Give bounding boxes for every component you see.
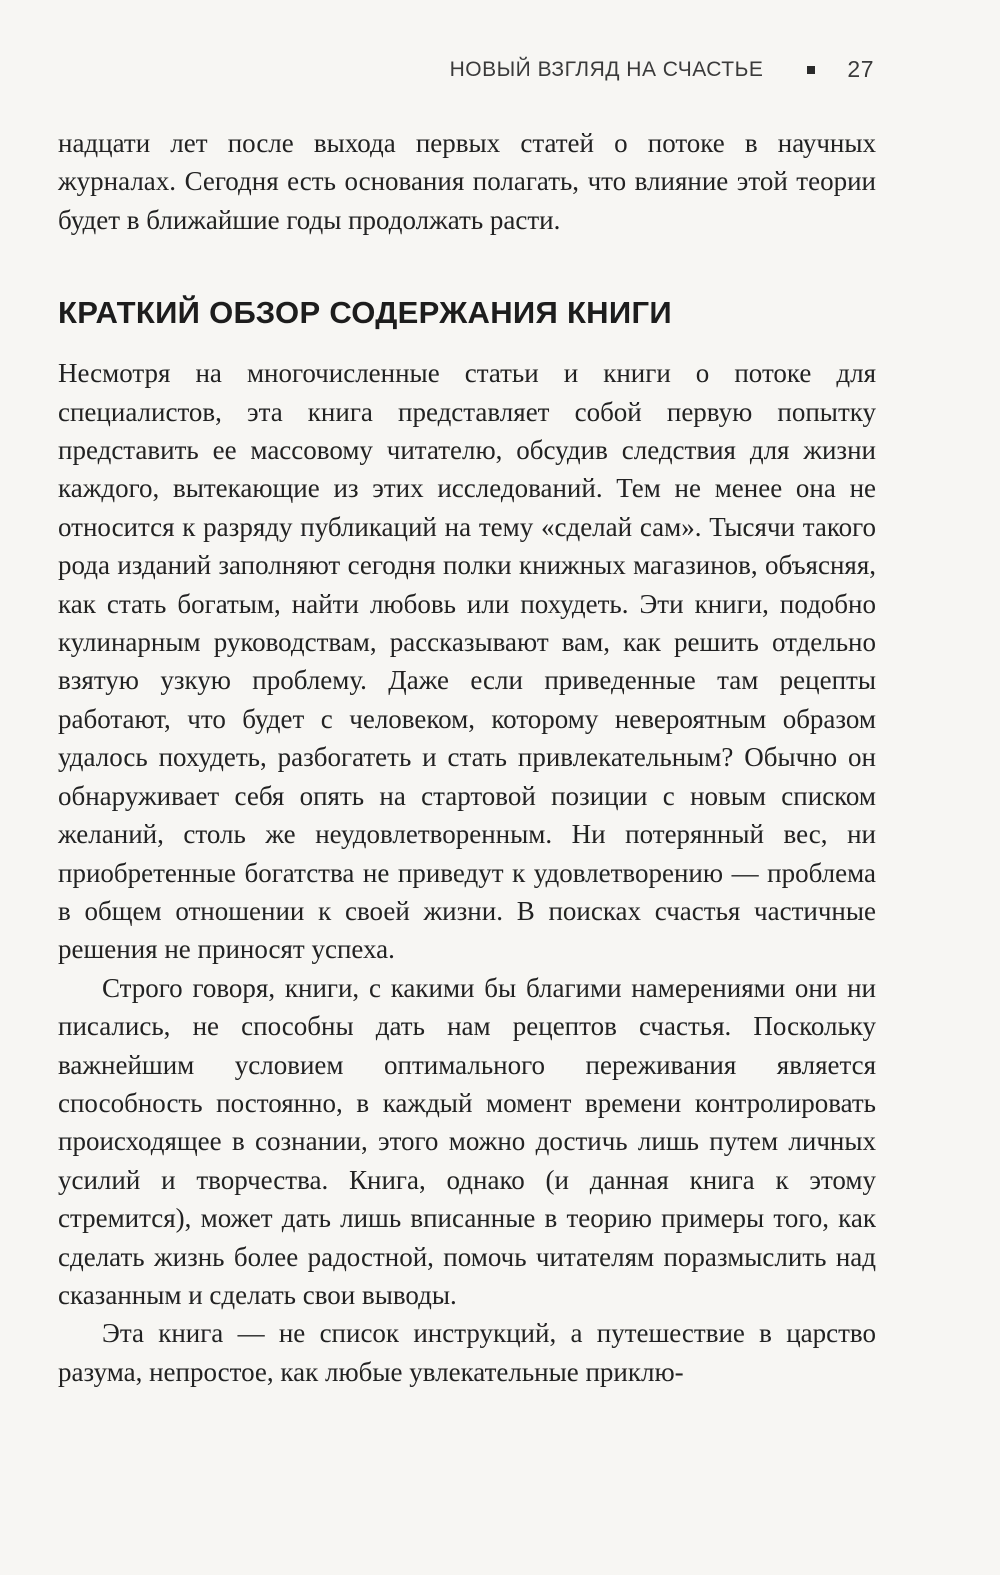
paragraph-3: Эта книга — не список инструкций, а путешествие в царство разума, непростое, как любые увлекательные приклю- — [58, 1318, 876, 1387]
section-heading: КРАТКИЙ ОБЗОР СОДЕРЖАНИЯ КНИГИ — [58, 295, 672, 331]
page-number: 27 — [847, 56, 874, 82]
running-title: НОВЫЙ ВЗГЛЯД НА СЧАСТЬЕ — [449, 57, 764, 81]
paragraph-2: Строго говоря, книги, с какими бы благими намерениями они ни писались, не способны дать нам рецептов счастья. Поскольку важнейшим условием оптимального переживания является способность постоянно, в каждый момент времени контролировать происходящее в сознании, этого можно достичь лишь путем личных усилий и творчества. Книга, однако (и данная книга к этому стремится), может дать лишь вписанные в теорию примеры того, как сделать жизнь более радостной, помочь читателям поразмыслить над сказанным и сделать свои выводы. — [58, 972, 876, 1310]
running-head — [450, 56, 874, 83]
page-body — [58, 124, 876, 1391]
paragraph-1: Несмотря на многочисленные статьи и книги о потоке для специалистов, эта книга представляет собой первую попытку представить ее массовому читателю, обсудив следствия для жизни каждого, вытекающие из этих исследований. Тем не менее она не относится к разряду публикаций на тему «сделай сам». Тысячи такого рода изданий заполняют сегодня полки книжных магазинов, объясняя, как стать богатым, найти любовь или похудеть. Эти книги, подобно кулинарным руководствам, рассказывают вам, как решить отдельно взятую узкую проблему. Даже если приведенные там рецепты работают, что будет с человеком, которому невероятным образом удалось похудеть, разбогатеть и стать привлекательным? Обычно он обнаруживает себя опять на стартовой позиции с новым списком желаний, столь же неудовлетворенным. Ни потерянный вес, ни приобретенные богатства не приведут к удовлетворению — проблема в общем отношении к своей жизни. В поисках счастья частичные решения не приносят успеха. — [58, 358, 876, 965]
separator-square-icon — [807, 66, 815, 74]
intro-paragraph: надцати лет после выхода первых статей о потоке в научных журналах. Сегодня есть основания полагать, что влияние этой теории будет в ближайшие годы продолжать расти. — [58, 128, 876, 235]
